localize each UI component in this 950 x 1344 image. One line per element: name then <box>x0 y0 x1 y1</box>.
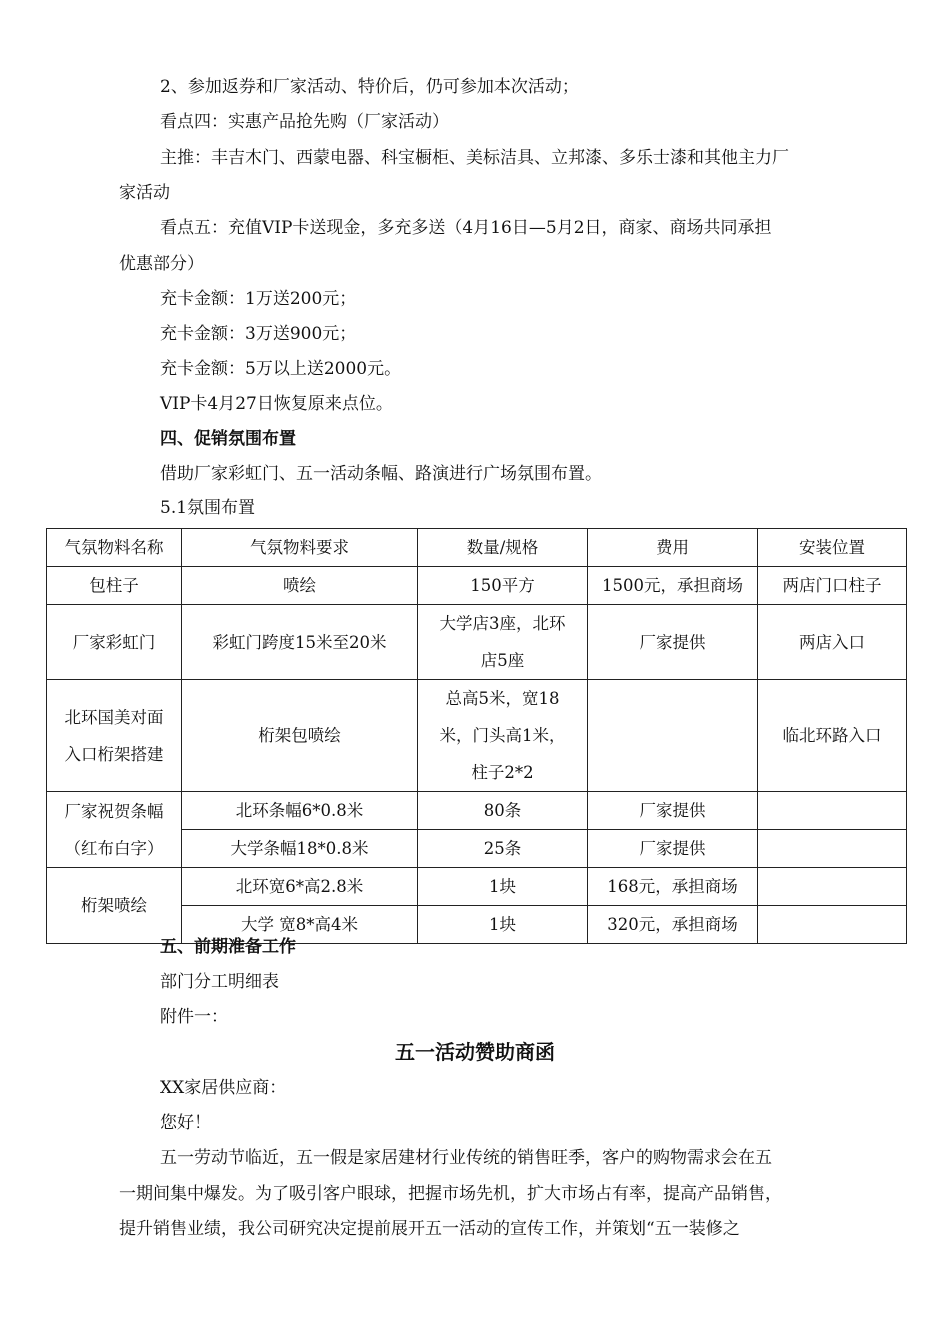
table-cell <box>588 680 758 792</box>
paragraph: 看点五：充值VIP卡送现金，多充多送（4月16日—5月2日，商家、商场共同承担 <box>160 218 772 238</box>
table-cell: 两店门口柱子 <box>758 567 907 605</box>
table-caption: 5.1氛围布置 <box>160 498 256 518</box>
table-row <box>47 680 907 792</box>
paragraph-cont: 优惠部分） <box>119 254 204 274</box>
letter-title: 五一活动赞助商函 <box>395 1040 555 1064</box>
table-cell: 1500元，承担商场 <box>588 567 758 605</box>
table-cell <box>758 792 907 830</box>
table-cell: 150平方 <box>418 567 588 605</box>
paragraph: 充卡金额：5万以上送2000元。 <box>160 359 402 379</box>
table-row <box>47 792 907 830</box>
cell-line: 北环国美对面 <box>64 707 164 727</box>
table-header-row <box>47 529 907 567</box>
table-cell: 大学条幅18*0.8米 <box>182 830 418 868</box>
table-cell <box>47 680 182 792</box>
paragraph: 部门分工明细表 <box>160 972 279 992</box>
materials-table <box>46 528 907 944</box>
paragraph: 2、参加返券和厂家活动、特价后，仍可参加本次活动； <box>160 77 579 97</box>
cell-line: （红布白字） <box>64 838 164 858</box>
table-cell: 厂家彩虹门 <box>47 605 182 680</box>
paragraph: 看点四：实惠产品抢先购（厂家活动） <box>160 112 449 132</box>
letter-greeting: 您好！ <box>160 1113 211 1133</box>
cell-line: 大学店3座，北环 <box>439 614 566 633</box>
cell-line: 厂家祝贺条幅 <box>64 801 164 821</box>
paragraph: 主推：丰吉木门、西蒙电器、科宝橱柜、美标洁具、立邦漆、多乐士漆和其他主力厂 <box>160 148 789 168</box>
table-cell: 临北环路入口 <box>758 680 907 792</box>
cell-line: 米，门头高1米， <box>439 726 566 745</box>
header-cell: 气氛物料名称 <box>47 529 182 567</box>
table-cell: 1块 <box>418 906 588 944</box>
paragraph: 充卡金额：1万送200元； <box>160 289 357 309</box>
table-cell: 桁架喷绘 <box>47 868 182 944</box>
cell-line: 柱子2*2 <box>471 763 534 782</box>
paragraph: 借助厂家彩虹门、五一活动条幅、路演进行广场氛围布置。 <box>160 464 602 484</box>
cell-line: 总高5米，宽18 <box>445 689 560 708</box>
table-cell: 北环条幅6*0.8米 <box>182 792 418 830</box>
paragraph-cont: 家活动 <box>119 183 170 203</box>
header-cell: 气氛物料要求 <box>182 529 418 567</box>
table-cell: 厂家提供 <box>588 792 758 830</box>
table-cell <box>418 605 588 680</box>
header-cell: 数量/规格 <box>418 529 588 567</box>
table-cell: 北环宽6*高2.8米 <box>182 868 418 906</box>
table-cell <box>758 868 907 906</box>
table-row <box>47 605 907 680</box>
paragraph: VIP卡4月27日恢复原来点位。 <box>160 394 393 414</box>
table-cell <box>47 792 182 868</box>
letter-body-cont: 一期间集中爆发。为了吸引客户眼球，把握市场先机，扩大市场占有率，提高产品销售， <box>119 1184 782 1204</box>
table-cell <box>418 680 588 792</box>
table-cell: 80条 <box>418 792 588 830</box>
table-cell: 168元，承担商场 <box>588 868 758 906</box>
header-cell: 费用 <box>588 529 758 567</box>
table-cell: 桁架包喷绘 <box>182 680 418 792</box>
table-cell: 彩虹门跨度15米至20米 <box>182 605 418 680</box>
table-cell: 包柱子 <box>47 567 182 605</box>
cell-line: 入口桁架搭建 <box>64 744 164 764</box>
table-cell: 320元，承担商场 <box>588 906 758 944</box>
section-heading: 四、促销氛围布置 <box>160 429 296 449</box>
section-heading: 五、前期准备工作 <box>160 937 296 957</box>
table-cell: 25条 <box>418 830 588 868</box>
header-cell: 安装位置 <box>758 529 907 567</box>
table-cell <box>758 830 907 868</box>
cell-line: 店5座 <box>480 651 525 670</box>
table-cell <box>758 906 907 944</box>
table-row <box>47 868 907 906</box>
paragraph: 充卡金额：3万送900元； <box>160 324 357 344</box>
table-cell: 大学 宽8*高4米 <box>182 906 418 944</box>
paragraph: 附件一： <box>160 1007 228 1027</box>
letter-body-cont: 提升销售业绩，我公司研究决定提前展开五一活动的宣传工作，并策划“五一装修之 <box>119 1219 740 1239</box>
table-cell: 1块 <box>418 868 588 906</box>
table-cell: 厂家提供 <box>588 605 758 680</box>
table-row <box>47 567 907 605</box>
table-cell: 两店入口 <box>758 605 907 680</box>
letter-body: 五一劳动节临近，五一假是家居建材行业传统的销售旺季，客户的购物需求会在五 <box>160 1148 772 1168</box>
letter-recipient: XX家居供应商： <box>160 1078 287 1098</box>
table-cell: 厂家提供 <box>588 830 758 868</box>
table-cell: 喷绘 <box>182 567 418 605</box>
